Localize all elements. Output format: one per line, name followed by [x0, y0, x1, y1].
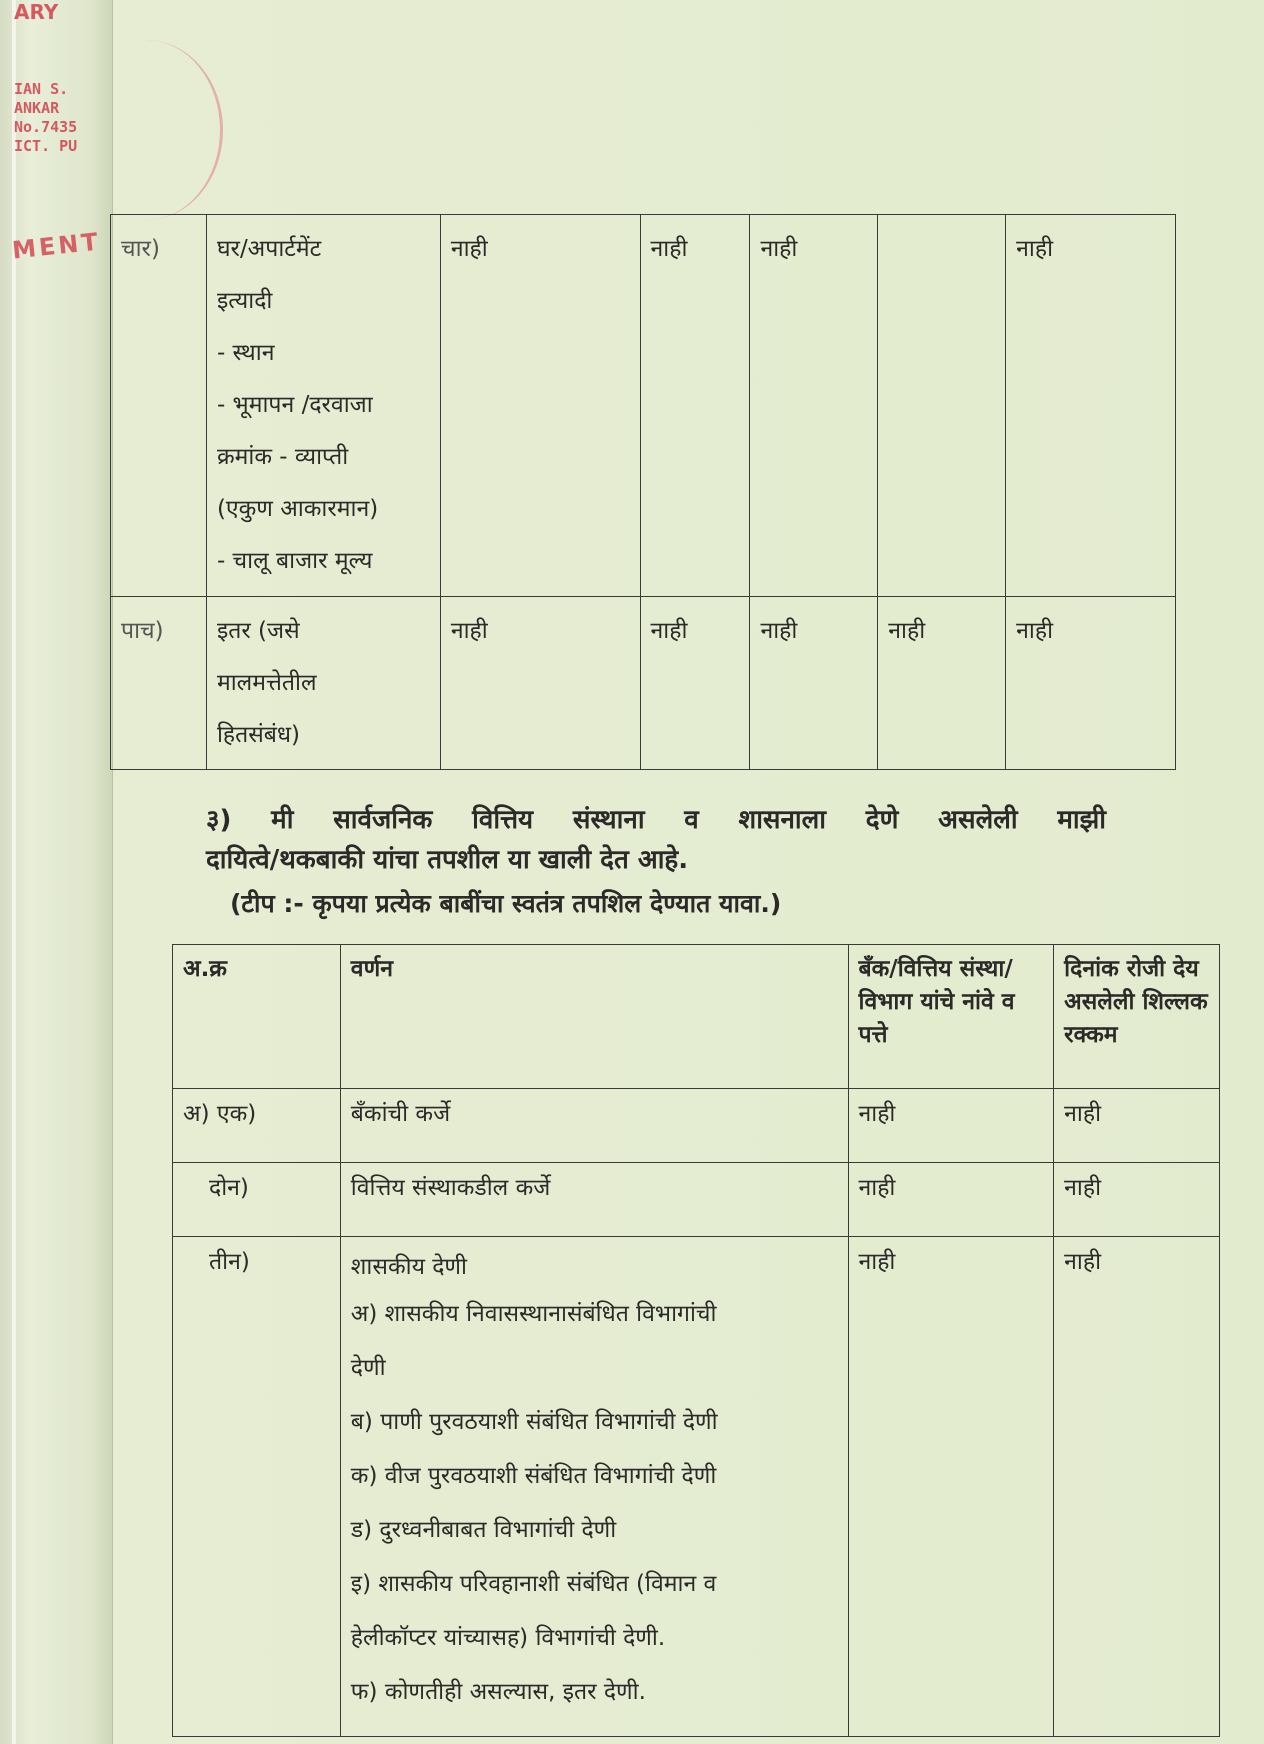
property-table	[110, 214, 1176, 770]
table-cell	[878, 215, 1006, 597]
heading-line: दायित्वे/थकबाकी यांचा तपशील या खाली देत आहे.	[206, 845, 689, 875]
liabilities-table	[172, 944, 1220, 1737]
stamp-line: ICT. PU	[14, 137, 78, 155]
row-description: वित्तिय संस्थाकडील कर्जे	[340, 1163, 848, 1237]
table-row	[111, 597, 1176, 770]
table-cell: नाही	[640, 597, 750, 770]
sub-item: फ) कोणतीही असल्यास, इतर देणी.	[350, 1679, 646, 1705]
sub-item: अ) शासकीय निवासस्थानासंबंधित विभागांची	[350, 1301, 717, 1327]
row-number: दोन)	[173, 1163, 341, 1237]
sub-item: ब) पाणी पुरवठयाशी संबंधित विभागांची देणी	[350, 1409, 718, 1435]
table-cell: नाही	[1006, 597, 1176, 770]
table-row	[173, 1163, 1220, 1237]
table-row	[173, 1089, 1220, 1163]
sub-item: ड) दुरध्वनीबाबत विभागांची देणी	[350, 1517, 617, 1543]
col-header-bank: बँक/वित्तिय संस्था/विभाग यांचे नांवे व पत्ते	[848, 945, 1054, 1089]
desc-line: घर/अपार्टमेंट	[216, 236, 322, 262]
row-number: पाच)	[111, 597, 207, 770]
table-cell: नाही	[750, 215, 878, 597]
sub-item: हेलीकॉप्टर यांच्यासह) विभागांची देणी.	[350, 1625, 666, 1651]
row-description	[206, 597, 440, 770]
desc-line: हितसंबंध)	[216, 722, 301, 748]
row-number: अ) एक)	[173, 1089, 341, 1163]
row-number: तीन)	[173, 1237, 341, 1737]
table-cell: नाही	[750, 597, 878, 770]
table-cell: नाही	[1006, 215, 1176, 597]
row-description	[340, 1237, 848, 1737]
row-description: बँकांची कर्जे	[340, 1089, 848, 1163]
table-row	[111, 215, 1176, 597]
stamp-line: IAN S.	[14, 80, 69, 98]
desc-line: (एकुण आकारमान)	[216, 496, 379, 522]
row-number: चार)	[111, 215, 207, 597]
row-amount: नाही	[1054, 1237, 1220, 1737]
sub-item: देणी	[350, 1355, 386, 1381]
col-header-description: वर्णन	[340, 945, 848, 1089]
desc-line: - चालू बाजार मूल्य	[216, 548, 373, 574]
stamp-line: No.7435	[14, 118, 78, 136]
desc-line: - स्थान	[216, 340, 275, 366]
desc-line: इतर (जसे	[216, 618, 300, 644]
table-cell: नाही	[640, 215, 750, 597]
row-amount: नाही	[1054, 1089, 1220, 1163]
desc-line: क्रमांक - व्याप्ती	[216, 444, 349, 470]
sub-item: इ) शासकीय परिवहानाशी संबंधित (विमान व	[350, 1571, 717, 1597]
table-cell: नाही	[878, 597, 1006, 770]
col-header-serial: अ.क्र	[173, 945, 341, 1089]
section-note: (टीप :- कृपया प्रत्येक बाबींचा स्वतंत्र तपशिल देण्यात यावा.)	[230, 889, 782, 918]
row-bank: नाही	[848, 1163, 1054, 1237]
sub-item: क) वीज पुरवठयाशी संबंधित विभागांची देणी	[350, 1463, 717, 1489]
desc-title: शासकीय देणी	[350, 1254, 468, 1280]
row-description	[206, 215, 440, 597]
stamp-seal-text	[14, 80, 94, 156]
header-row	[173, 945, 1220, 1089]
stamp-top-text: ARY	[14, 0, 59, 24]
row-amount: नाही	[1054, 1163, 1220, 1237]
table-cell: नाही	[440, 597, 640, 770]
desc-line: - भूमापन /दरवाजा	[216, 392, 373, 418]
stamp-line: ANKAR	[14, 99, 60, 117]
row-bank: नाही	[848, 1237, 1054, 1737]
stamp-bottom-text: MENT	[10, 227, 102, 265]
table-cell: नाही	[440, 215, 640, 597]
section-heading	[206, 800, 1106, 880]
desc-line: इत्यादी	[216, 288, 273, 314]
heading-line: ३) मी सार्वजनिक वित्तिय संस्थाना व शासनाला देणे असलेली माझी	[206, 805, 1106, 835]
table-row	[173, 1237, 1220, 1737]
desc-line: मालमत्तेतील	[216, 670, 317, 696]
col-header-amount: दिनांक रोजी देय असलेली शिल्लक रक्कम	[1054, 945, 1220, 1089]
row-bank: नाही	[848, 1089, 1054, 1163]
